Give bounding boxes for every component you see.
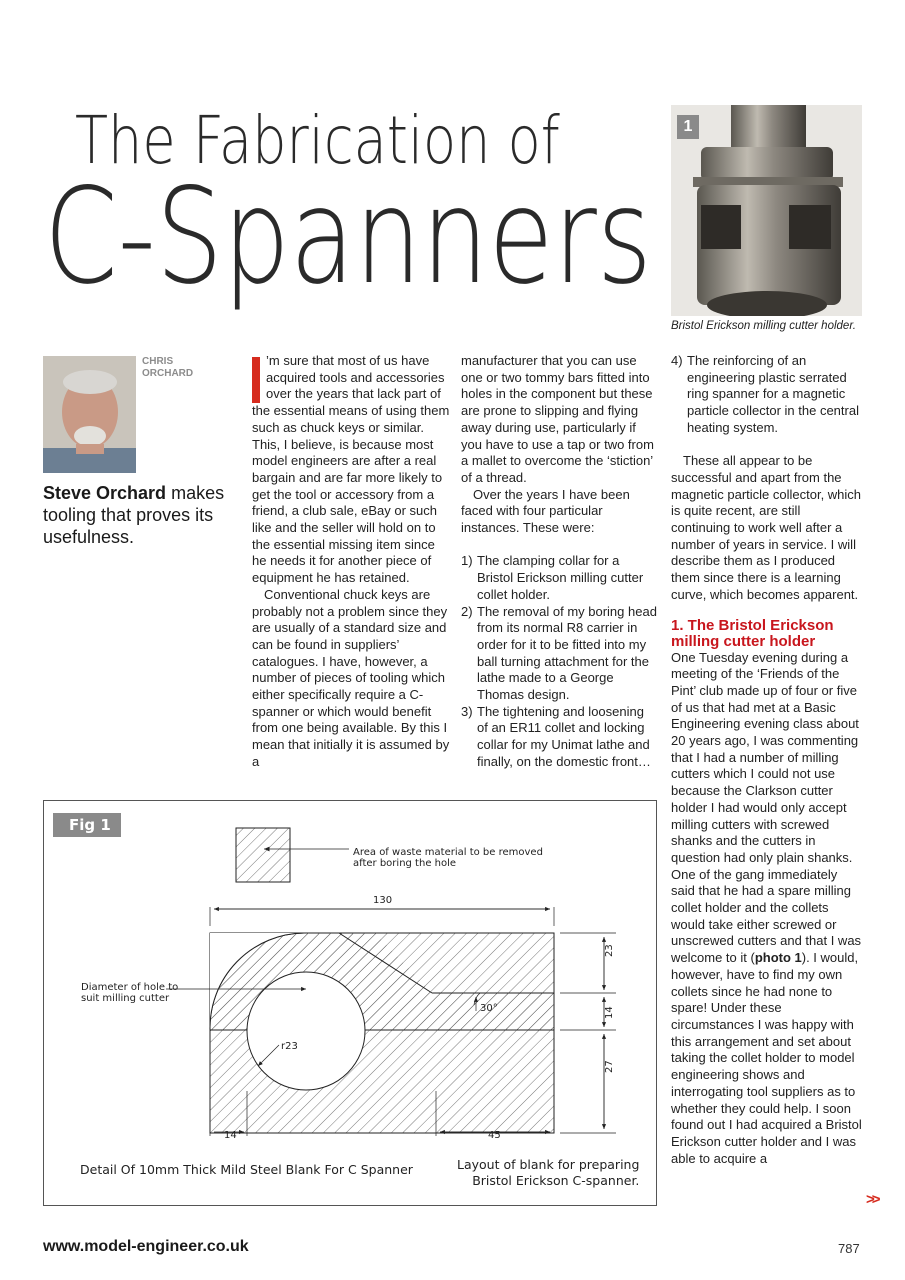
- col1-lead-paragraph: ’m sure that most of us have acquired tools and accessories over the years that lack part of the essential means of using them such as chuck keys or similar. This, I believe, is because most model engineers are after a real bargain and are far more likely to get the tool or accessory from a friend, a club sale, eBay or such like and the seller will hold on to the essential missing item since he needs it for another piece of equipment he has retained.: [252, 353, 450, 586]
- author-byline: [142, 356, 193, 380]
- section-heading: 1. The Bristol Erickson milling cutter holder: [671, 616, 834, 650]
- photo-caption: Bristol Erickson milling cutter holder.: [671, 320, 856, 332]
- figure-detail-caption: Detail Of 10mm Thick Mild Steel Blank For C Spanner: [80, 1162, 413, 1177]
- title-line-2: C-Spanners: [44, 160, 652, 314]
- waste-sample-box: [236, 828, 290, 882]
- dim-bottom: 27: [604, 1060, 615, 1073]
- intro-standfirst: [43, 482, 228, 548]
- collet-holder-illustration: [671, 105, 862, 316]
- photo-collet-holder: [671, 105, 862, 316]
- page-number: 787: [838, 1241, 860, 1256]
- article-column-2: [461, 353, 657, 771]
- figure-1: [43, 800, 657, 1206]
- byline-first: CHRIS: [142, 356, 174, 367]
- bore-hole: [247, 972, 365, 1090]
- article-column-3: [671, 353, 863, 1167]
- figure-label: Fig 1: [53, 813, 121, 837]
- list-item: 2) The removal of my boring head from its normal R8 carrier in order for it to be fitted into my ball turning attachment for the lathe made to a George Thomas design.: [461, 603, 657, 703]
- angle-label: 30°: [480, 1003, 498, 1014]
- radius-label: r23: [281, 1041, 298, 1052]
- dim-top: 23: [604, 944, 615, 957]
- list-item: 3) The tightening and loosening of an ER11 collet and locking collar for my Unimat lathe and finally, on the domestic front…: [461, 703, 651, 769]
- footer-website-link[interactable]: www.model-engineer.co.uk: [43, 1238, 249, 1255]
- col3-paragraph-2: One Tuesday evening during a meeting of the ‘Friends of the Pint’ club made up of four or five of us that had met at a Basic Engineering evening class about 20 years ago, I was commenting that I had a number of milling cutters which I could not use because the Clarkson cutter holder I had would only accept milling cutters with screwed shanks and the cutters in question had only plain shanks. One of the gang immediately said that he had a spare milling collet holder and the collets would take either screwed or unscrewed cutters and that I was welcome to it (photo 1). I would, however, have to find my own collets since he had none to spare! Under these circumstances I was happy with this arrangement and set about taking the collet holder to model engineering shows and interrogating tool suppliers as to whether they could help. I soon found out I had acquired a Bristol Erickson cutter holder and I was able to acquire a: [671, 649, 862, 1166]
- intro-rest: makes tooling that proves its usefulness.: [43, 483, 225, 547]
- drop-cap-marker: [252, 357, 260, 403]
- dim-right: 45: [488, 1130, 501, 1141]
- photo-number-badge: 1: [677, 115, 699, 139]
- list-item: 4) The reinforcing of an engineering plastic serrated ring spanner for a magnetic particle collector in the central heating system.: [671, 353, 859, 435]
- byline-last: ORCHARD: [142, 368, 194, 379]
- dim-mid: 14: [604, 1006, 615, 1019]
- continue-arrow-icon: >>: [866, 1191, 878, 1208]
- list-item: 1) The clamping collar for a Bristol Erickson milling cutter collet holder.: [461, 553, 644, 602]
- col2-paragraph-1: manufacturer that you can use one or two tommy bars fitted into holes in the component but these are prone to slipping and flying away during use, particularly if you have to use a tap or two from a mallet to overcome the ‘stiction’ of a thread.: [461, 353, 654, 485]
- col3-paragraph-1: These all appear to be successful and apart from the magnetic particle collector, which is quite recent, are still continuing to work well after a number of years in service. I will describe them as I produced them since there is a learning curve, which becomes apparent.: [671, 453, 862, 602]
- col1-paragraph-2: Conventional chuck keys are probably not a problem since they are usually of a standard size and can be found in suppliers’ catalogues. I have, however, a number of pieces of tooling which either specifically require a C-spanner or which would benefit from one being available. By this I mean that initially it is assumed by a: [252, 586, 450, 769]
- dim-width: 130: [373, 895, 393, 906]
- intro-name: Steve Orchard: [43, 483, 167, 503]
- col2-paragraph-2: Over the years I have been faced with four particular instances. These were:: [461, 486, 630, 536]
- author-portrait: [43, 356, 136, 473]
- waste-note: Area of waste material to be removed after boring the hole: [353, 847, 543, 869]
- author-portrait-illustration: [43, 356, 136, 473]
- hole-note: Diameter of hole to suit milling cutter: [81, 982, 179, 1004]
- article-column-1: [252, 353, 450, 771]
- figure-layout-caption: Layout of blank for preparing Bristol Erickson C-spanner.: [457, 1157, 640, 1188]
- dim-left: 14: [224, 1130, 237, 1141]
- title-line-1: The Fabrication of: [75, 102, 560, 179]
